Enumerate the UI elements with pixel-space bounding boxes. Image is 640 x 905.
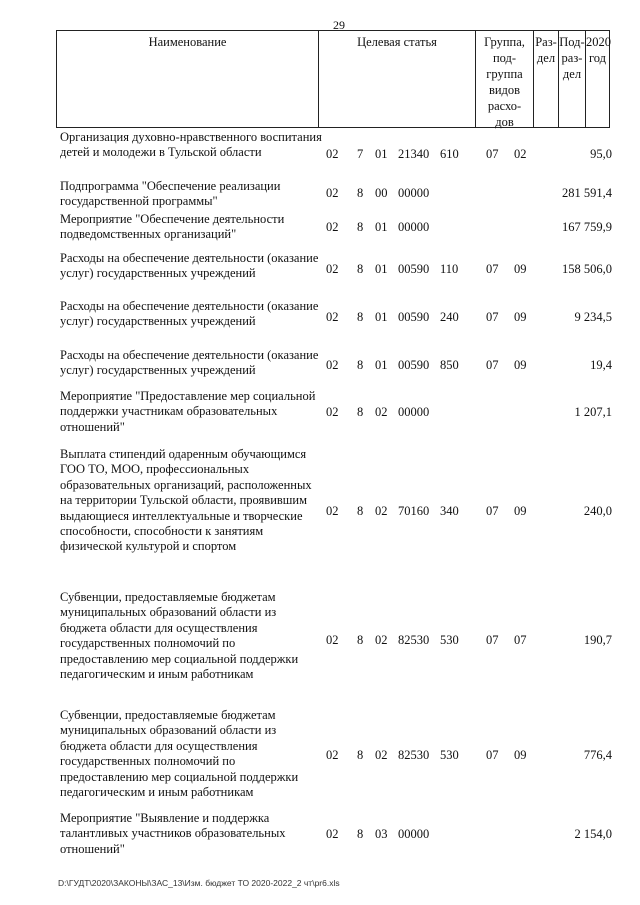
target-subprogram-cell: 8 — [357, 310, 364, 324]
header-subsection — [559, 31, 586, 127]
header-expense-group — [476, 31, 534, 127]
header-group-line: Группа, — [484, 35, 525, 49]
header-group-line: группа — [486, 67, 523, 81]
target-program-cell: 02 — [326, 827, 339, 841]
subsection-cell: 09 — [514, 310, 527, 324]
amount-2020-cell: 19,4 — [590, 358, 612, 372]
target-direction-cell: 00590 — [398, 262, 430, 276]
target-direction-cell: 70160 — [398, 504, 430, 518]
target-subprogram-cell: 8 — [357, 633, 364, 647]
target-measure-cell: 02 — [375, 633, 388, 647]
amount-2020-cell: 9 234,5 — [574, 310, 612, 324]
amount-2020-cell: 281 591,4 — [562, 186, 612, 200]
row-name: Субвенции, предоставляемые бюджетам муниципальных образований области из бюджета области для осуществления государственных полномочий по предоставлению мер социальной поддержки педагогическим и иным работникам — [60, 590, 299, 682]
target-subprogram-cell: 8 — [357, 186, 364, 200]
target-measure-cell: 01 — [375, 262, 388, 276]
subsection-cell: 02 — [514, 147, 527, 161]
section-cell: 07 — [486, 748, 499, 762]
amount-2020-cell: 240,0 — [583, 504, 612, 518]
expense-group-cell: 530 — [440, 748, 459, 762]
target-program-cell: 02 — [326, 220, 339, 234]
row-name: Мероприятие "Выявление и поддержка талантливых участников образовательных отношений" — [60, 811, 286, 856]
target-program-cell: 02 — [326, 147, 339, 161]
header-section-line: Раз- — [535, 35, 557, 49]
target-measure-cell: 02 — [375, 748, 388, 762]
row-name: Выплата стипендий одаренным обучающимся ГОО ТО, МОО, профессиональных образовательных организаций, расположенных на территории Тульской области, проявившим выдающиеся интеллектуальные и творческие способности, способности к занятиям физической культурой и спортом — [60, 447, 312, 554]
section-cell: 07 — [486, 262, 499, 276]
target-program-cell: 02 — [326, 748, 339, 762]
expense-group-cell: 530 — [440, 633, 459, 647]
target-program-cell: 02 — [326, 358, 339, 372]
section-cell: 07 — [486, 358, 499, 372]
file-path-footer: D:\ГУДТ\2020\ЗАКОНЫ\ЗАС_13\Изм. бюджет ТО 2020-2022_2 чт\pr6.xls — [58, 878, 340, 888]
section-cell: 07 — [486, 147, 499, 161]
target-measure-cell: 01 — [375, 147, 388, 161]
header-subsection-line: Под- — [559, 35, 585, 49]
target-measure-cell: 01 — [375, 310, 388, 324]
target-program-cell: 02 — [326, 186, 339, 200]
header-group-line: видов — [488, 83, 521, 97]
row-name: Организация духовно-нравственного воспитания детей и молодежи в Тульской области — [60, 130, 322, 160]
row-name: Мероприятие "Предоставление мер социальной поддержки участникам образовательных отношений" — [60, 389, 316, 434]
amount-2020-cell: 2 154,0 — [574, 827, 612, 841]
row-name: Мероприятие "Обеспечение деятельности подведомственных организаций" — [60, 212, 285, 242]
target-measure-cell: 02 — [375, 504, 388, 518]
target-program-cell: 02 — [326, 504, 339, 518]
expense-group-cell: 340 — [440, 504, 459, 518]
target-subprogram-cell: 8 — [357, 405, 364, 419]
target-subprogram-cell: 7 — [357, 147, 364, 161]
amount-2020-cell: 190,7 — [583, 633, 612, 647]
subsection-cell: 09 — [514, 358, 527, 372]
page-number: 29 — [333, 18, 345, 32]
expense-group-cell: 610 — [440, 147, 459, 161]
target-direction-cell: 00000 — [398, 220, 430, 234]
header-group-line: под- — [492, 51, 517, 65]
target-measure-cell: 02 — [375, 405, 388, 419]
target-measure-cell: 00 — [375, 186, 388, 200]
target-subprogram-cell: 8 — [357, 827, 364, 841]
header-section-line: дел — [536, 51, 556, 65]
target-measure-cell: 03 — [375, 827, 388, 841]
subsection-cell: 09 — [514, 504, 527, 518]
target-subprogram-cell: 8 — [357, 262, 364, 276]
section-cell: 07 — [486, 633, 499, 647]
target-direction-cell: 00000 — [398, 405, 430, 419]
header-group-line: расхо- — [487, 99, 522, 113]
amount-2020-cell: 1 207,1 — [574, 405, 612, 419]
target-subprogram-cell: 8 — [357, 504, 364, 518]
target-direction-cell: 00000 — [398, 827, 430, 841]
expense-group-cell: 240 — [440, 310, 459, 324]
section-cell: 07 — [486, 310, 499, 324]
row-name: Подпрограмма "Обеспечение реализации государственной программы" — [60, 179, 281, 209]
target-measure-cell: 01 — [375, 358, 388, 372]
target-subprogram-cell: 8 — [357, 748, 364, 762]
amount-2020-cell: 776,4 — [583, 748, 612, 762]
section-cell: 07 — [486, 504, 499, 518]
header-group-line: дов — [495, 115, 514, 129]
expense-group-cell: 110 — [440, 262, 459, 276]
target-direction-cell: 00590 — [398, 310, 430, 324]
target-program-cell: 02 — [326, 262, 339, 276]
target-direction-cell: 00000 — [398, 186, 430, 200]
amount-2020-cell: 95,0 — [590, 147, 612, 161]
target-direction-cell: 82530 — [398, 633, 430, 647]
row-name: Расходы на обеспечение деятельности (оказание услуг) государственных учреждений — [60, 251, 319, 281]
subsection-cell: 09 — [514, 748, 527, 762]
header-target-article: Целевая статья — [319, 31, 476, 127]
target-subprogram-cell: 8 — [357, 358, 364, 372]
row-name: Субвенции, предоставляемые бюджетам муниципальных образований области из бюджета области для осуществления государственных полномочий по предоставлению мер социальной поддержки педагогическим и иным работникам — [60, 708, 299, 800]
target-program-cell: 02 — [326, 405, 339, 419]
header-section — [534, 31, 559, 127]
amount-2020-cell: 158 506,0 — [562, 262, 612, 276]
subsection-cell: 07 — [514, 633, 527, 647]
subsection-cell: 09 — [514, 262, 527, 276]
target-measure-cell: 01 — [375, 220, 388, 234]
target-direction-cell: 00590 — [398, 358, 430, 372]
row-name: Расходы на обеспечение деятельности (оказание услуг) государственных учреждений — [60, 348, 319, 378]
row-name: Расходы на обеспечение деятельности (оказание услуг) государственных учреждений — [60, 299, 319, 329]
target-direction-cell: 21340 — [398, 147, 430, 161]
target-program-cell: 02 — [326, 633, 339, 647]
header-subsection-line: дел — [562, 67, 582, 81]
header-name: Наименование — [57, 31, 319, 127]
table-header — [56, 30, 610, 128]
target-subprogram-cell: 8 — [357, 220, 364, 234]
target-program-cell: 02 — [326, 310, 339, 324]
amount-2020-cell: 167 759,9 — [562, 220, 612, 234]
target-direction-cell: 82530 — [398, 748, 430, 762]
header-year: 2020 год — [586, 35, 611, 65]
header-subsection-line: раз- — [561, 51, 583, 65]
expense-group-cell: 850 — [440, 358, 459, 372]
